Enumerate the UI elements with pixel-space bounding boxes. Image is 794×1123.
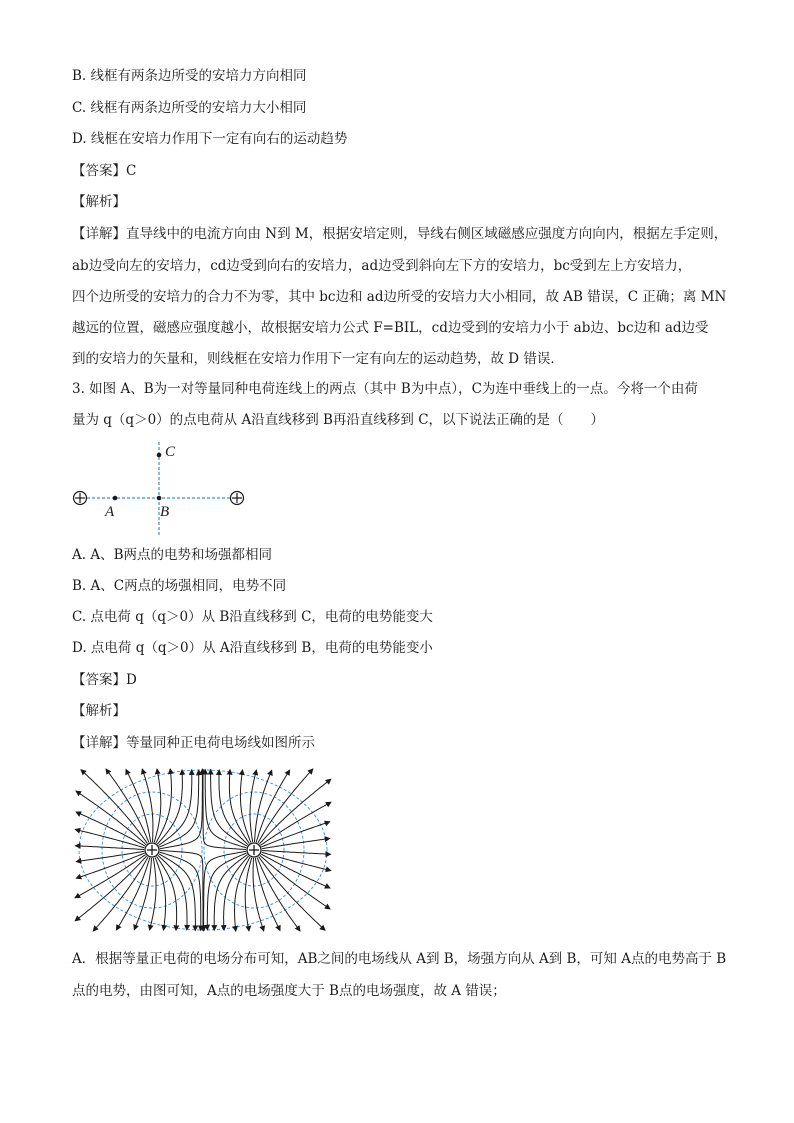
field-line [160, 852, 201, 930]
answer-q3: 【答案】D [72, 672, 137, 688]
point-c-dot [157, 453, 162, 458]
field-line [229, 770, 249, 844]
point-b-label: B [160, 504, 170, 520]
field-line [76, 812, 145, 846]
field-lines-group [75, 769, 331, 931]
field-line [106, 769, 149, 843]
field-line [116, 858, 149, 930]
charge-points-figure [68, 436, 258, 542]
left-field-charge-icon [145, 843, 159, 857]
field-line [214, 855, 247, 931]
point-b-dot [157, 496, 162, 501]
detail-line-4: 越远的位置，磁感应强度越小，故根据安培力公式 F=BIL，cd边受到的安培力小于 ab边、bc边和 ad边受 [72, 320, 709, 336]
option-b-q3: B. A、C两点的场强相同，电势不同 [72, 578, 287, 594]
field-line [75, 829, 144, 847]
field-line [157, 857, 177, 931]
analysis-heading-q3: 【解析】 [72, 703, 126, 719]
detail-line-1: 【详解】直导线中的电流方向由 N到 M，根据安培定则，导线右侧区域磁感应强度方向向内，根据左手定则， [72, 226, 728, 242]
detail-line-2: ab边受向左的安培力，cd边受到向右的安培力，ad边受到斜向左下方的安培力，bc受到左上方安培力， [72, 258, 692, 274]
electric-field-lines-figure [72, 766, 334, 934]
left-positive-charge-icon [74, 492, 87, 505]
field-line [219, 770, 248, 845]
field-line [76, 851, 144, 861]
field-line [262, 838, 330, 848]
field-line [261, 854, 330, 888]
option-d-q3: D. 点电荷 q（q＞0）从 A沿直线移到 B，电荷的电势能变小 [72, 640, 433, 656]
field-line [235, 857, 251, 931]
field-line [258, 769, 313, 843]
field-line [160, 851, 203, 931]
option-c-q3: C. 点电荷 q（q＞0）从 B沿直线移到 C，电荷的电势能变大 [72, 609, 433, 625]
answer-q2: 【答案】C [72, 163, 137, 179]
analysis-heading-q2: 【解析】 [72, 194, 126, 210]
conclusion-line-1: A．根据等量正电荷的电场分布可知，AB之间的电场线从 A到 B，场强方向从 A到 B，可知 A点的电势高于 B [72, 951, 727, 967]
field-line [159, 770, 192, 846]
field-line [76, 846, 145, 850]
point-a-dot [113, 496, 118, 501]
field-line [154, 769, 161, 842]
question-3-line-1: 3. 如图 A、B为一对等量同种电荷连线上的两点（其中 B为中点），C为连中垂线上的一点。今将一个由荷 [72, 381, 698, 397]
right-positive-charge-icon [231, 492, 244, 505]
option-b-q2: B. 线框有两条边所受的安培力方向相同 [72, 68, 307, 84]
field-line [156, 769, 172, 843]
field-line [256, 770, 289, 842]
right-field-charge-icon [247, 843, 261, 857]
field-line [158, 855, 187, 930]
detail-line-3: 四个边所受的安培力的合力不为零，其中 bc边和 ad边所受的安培力大小相同，故 AB 错误，C 正确；离 MN [72, 289, 727, 305]
field-line [262, 851, 331, 855]
option-c-q2: C. 线框有两条边所受的安培力大小相同 [72, 100, 307, 116]
point-c-label: C [165, 444, 176, 460]
field-line [93, 857, 148, 931]
field-line [262, 852, 331, 870]
detail-line-5: 到的安培力的矢量和，则线框在安培力作用下一定有向左的运动趋势，故 D 错误． [72, 351, 564, 367]
option-d-q2: D. 线框在安培力作用下一定有向右的运动趋势 [72, 131, 348, 147]
point-a-label: A [105, 504, 115, 520]
field-line [245, 858, 252, 931]
conclusion-line-2: 点的电势，由图可知，A点的电场强度大于 B点的电场强度，故 A 错误； [72, 983, 506, 999]
option-a-q3: A. A、B两点的电势和场强都相同 [72, 547, 273, 563]
detail-intro-q3: 【详解】等量同种正电荷电场线如图所示 [72, 735, 315, 751]
field-line [203, 770, 246, 850]
field-line [205, 770, 246, 848]
question-3-line-2: 量为 q（q＞0）的点电荷从 A沿直线移到 B再沿直线移到 C，以下说法正确的是（ ） [72, 412, 605, 428]
